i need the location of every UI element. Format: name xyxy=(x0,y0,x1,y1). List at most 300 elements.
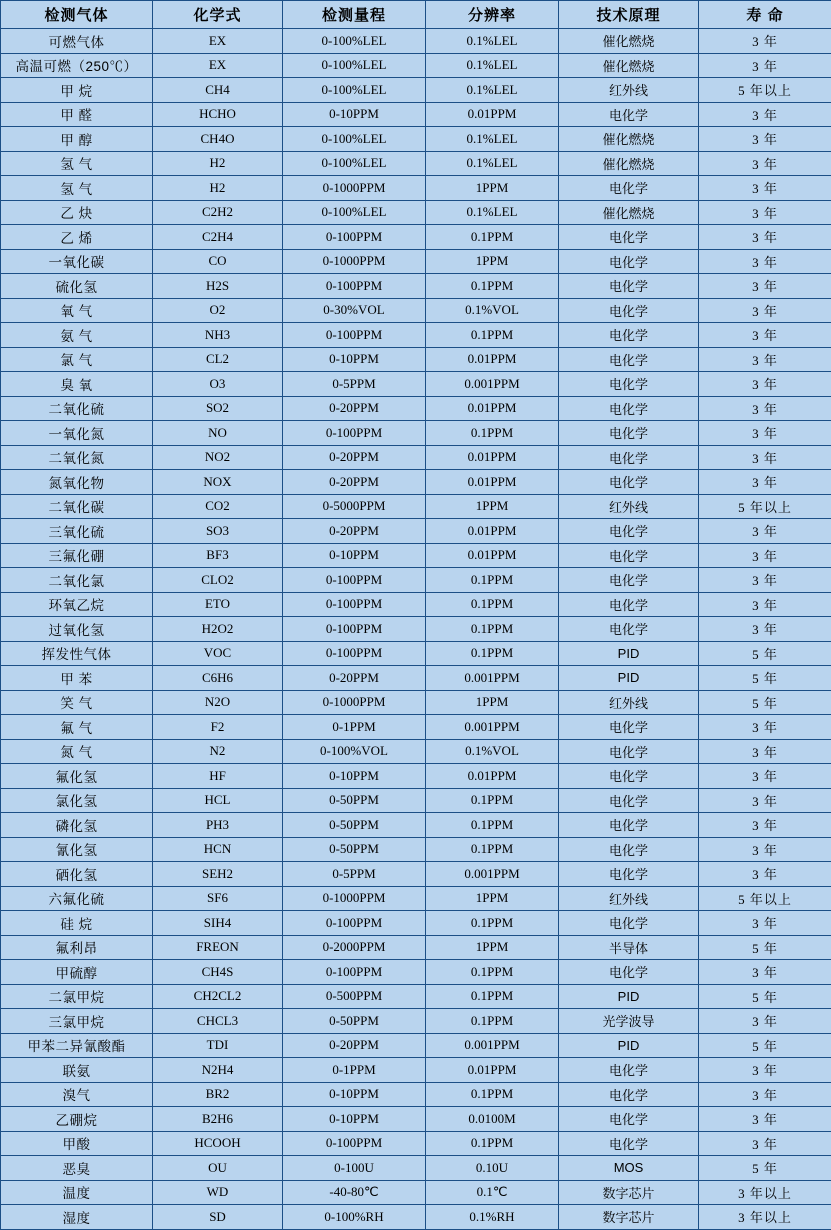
cell-resolution: 1PPM xyxy=(426,690,559,715)
cell-resolution: 0.01PPM xyxy=(426,445,559,470)
cell-principle: 电化学 xyxy=(559,543,699,568)
cell-gas: 温度 xyxy=(1,1180,153,1205)
cell-principle: 电化学 xyxy=(559,225,699,250)
cell-range: 0-50PPM xyxy=(283,813,426,838)
table-body xyxy=(1,29,831,1230)
cell-range: 0-100%LEL xyxy=(283,29,426,54)
cell-life: 5 年以上 xyxy=(699,494,831,519)
table-row xyxy=(1,764,831,789)
cell-life: 3 年 xyxy=(699,225,831,250)
cell-resolution: 0.01PPM xyxy=(426,519,559,544)
table-row xyxy=(1,788,831,813)
cell-resolution: 0.1PPM xyxy=(426,960,559,985)
cell-principle: 电化学 xyxy=(559,519,699,544)
table-row xyxy=(1,445,831,470)
cell-formula: N2O xyxy=(153,690,283,715)
cell-resolution: 0.1PPM xyxy=(426,225,559,250)
cell-principle: 电化学 xyxy=(559,1107,699,1132)
cell-resolution: 0.01PPM xyxy=(426,470,559,495)
cell-gas: 氮氧化物 xyxy=(1,470,153,495)
cell-formula: CO2 xyxy=(153,494,283,519)
cell-formula: TDI xyxy=(153,1033,283,1058)
cell-principle: 电化学 xyxy=(559,568,699,593)
cell-range: 0-100%LEL xyxy=(283,200,426,225)
cell-formula: BF3 xyxy=(153,543,283,568)
cell-formula: WD xyxy=(153,1180,283,1205)
cell-resolution: 0.001PPM xyxy=(426,666,559,691)
cell-gas: 联氨 xyxy=(1,1058,153,1083)
cell-resolution: 0.1PPM xyxy=(426,813,559,838)
cell-gas: 过氧化氢 xyxy=(1,617,153,642)
cell-resolution: 0.1PPM xyxy=(426,421,559,446)
cell-gas: 磷化氢 xyxy=(1,813,153,838)
cell-principle: 电化学 xyxy=(559,788,699,813)
column-header-life: 寿 命 xyxy=(699,1,831,29)
table-row xyxy=(1,813,831,838)
cell-range: 0-50PPM xyxy=(283,837,426,862)
cell-resolution: 1PPM xyxy=(426,176,559,201)
cell-range: 0-20PPM xyxy=(283,396,426,421)
table-row xyxy=(1,102,831,127)
cell-formula: HCHO xyxy=(153,102,283,127)
cell-principle: 电化学 xyxy=(559,445,699,470)
cell-formula: PH3 xyxy=(153,813,283,838)
cell-principle: 电化学 xyxy=(559,470,699,495)
table-row xyxy=(1,396,831,421)
cell-gas: 氨 气 xyxy=(1,323,153,348)
cell-resolution: 1PPM xyxy=(426,249,559,274)
table-row xyxy=(1,666,831,691)
cell-range: 0-100%LEL xyxy=(283,53,426,78)
cell-gas: 二氧化氯 xyxy=(1,568,153,593)
cell-gas: 一氧化碳 xyxy=(1,249,153,274)
cell-formula: N2 xyxy=(153,739,283,764)
cell-gas: 一氧化氮 xyxy=(1,421,153,446)
cell-principle: 半导体 xyxy=(559,935,699,960)
cell-range: 0-5000PPM xyxy=(283,494,426,519)
cell-resolution: 0.10U xyxy=(426,1156,559,1181)
cell-gas: 氯化氢 xyxy=(1,788,153,813)
cell-formula: CH4S xyxy=(153,960,283,985)
cell-range: 0-20PPM xyxy=(283,519,426,544)
cell-resolution: 0.1℃ xyxy=(426,1180,559,1205)
table-row xyxy=(1,494,831,519)
cell-range: 0-100%LEL xyxy=(283,151,426,176)
cell-formula: H2S xyxy=(153,274,283,299)
table-row xyxy=(1,29,831,54)
cell-life: 3 年 xyxy=(699,543,831,568)
cell-principle: 电化学 xyxy=(559,249,699,274)
cell-life: 3 年 xyxy=(699,1082,831,1107)
cell-range: 0-100PPM xyxy=(283,911,426,936)
table-row xyxy=(1,617,831,642)
cell-principle: 电化学 xyxy=(559,102,699,127)
table-row xyxy=(1,715,831,740)
cell-gas: 可燃气体 xyxy=(1,29,153,54)
cell-formula: ETO xyxy=(153,592,283,617)
cell-resolution: 0.1PPM xyxy=(426,617,559,642)
cell-principle: 光学波导 xyxy=(559,1009,699,1034)
cell-principle: 电化学 xyxy=(559,813,699,838)
cell-life: 3 年 xyxy=(699,298,831,323)
cell-gas: 硫化氢 xyxy=(1,274,153,299)
cell-resolution: 0.001PPM xyxy=(426,715,559,740)
cell-life: 3 年 xyxy=(699,151,831,176)
cell-principle: 数字芯片 xyxy=(559,1205,699,1230)
cell-principle: 电化学 xyxy=(559,764,699,789)
cell-principle: 电化学 xyxy=(559,911,699,936)
cell-range: 0-100PPM xyxy=(283,274,426,299)
cell-formula: CH4O xyxy=(153,127,283,152)
cell-resolution: 0.1%LEL xyxy=(426,127,559,152)
cell-gas: 乙 炔 xyxy=(1,200,153,225)
cell-range: 0-50PPM xyxy=(283,788,426,813)
table-row xyxy=(1,592,831,617)
cell-resolution: 0.1PPM xyxy=(426,911,559,936)
cell-range: 0-100PPM xyxy=(283,1131,426,1156)
cell-life: 3 年 xyxy=(699,1107,831,1132)
cell-resolution: 0.1PPM xyxy=(426,1009,559,1034)
cell-resolution: 0.1PPM xyxy=(426,568,559,593)
cell-formula: CH4 xyxy=(153,78,283,103)
table-row xyxy=(1,1107,831,1132)
cell-formula: NO xyxy=(153,421,283,446)
cell-range: 0-500PPM xyxy=(283,984,426,1009)
cell-gas: 硒化氢 xyxy=(1,862,153,887)
cell-life: 3 年 xyxy=(699,764,831,789)
cell-gas: 甲酸 xyxy=(1,1131,153,1156)
cell-resolution: 1PPM xyxy=(426,494,559,519)
cell-gas: 二氧化硫 xyxy=(1,396,153,421)
column-header-resolution: 分辨率 xyxy=(426,1,559,29)
table-row xyxy=(1,960,831,985)
cell-range: 0-30%VOL xyxy=(283,298,426,323)
table-row xyxy=(1,1033,831,1058)
cell-range: 0-100PPM xyxy=(283,568,426,593)
cell-resolution: 0.01PPM xyxy=(426,102,559,127)
cell-range: 0-100PPM xyxy=(283,617,426,642)
cell-range: 0-100%LEL xyxy=(283,78,426,103)
cell-principle: 电化学 xyxy=(559,298,699,323)
cell-principle: MOS xyxy=(559,1156,699,1181)
cell-range: 0-100U xyxy=(283,1156,426,1181)
cell-formula: FREON xyxy=(153,935,283,960)
cell-range: 0-1000PPM xyxy=(283,176,426,201)
cell-range: 0-1000PPM xyxy=(283,249,426,274)
cell-principle: 红外线 xyxy=(559,78,699,103)
cell-formula: SEH2 xyxy=(153,862,283,887)
cell-principle: PID xyxy=(559,1033,699,1058)
cell-life: 3 年以上 xyxy=(699,1180,831,1205)
cell-life: 3 年 xyxy=(699,739,831,764)
cell-gas: 甲 苯 xyxy=(1,666,153,691)
cell-life: 5 年 xyxy=(699,1156,831,1181)
cell-life: 3 年 xyxy=(699,911,831,936)
cell-principle: 催化燃烧 xyxy=(559,151,699,176)
cell-principle: 电化学 xyxy=(559,592,699,617)
cell-formula: HCOOH xyxy=(153,1131,283,1156)
cell-gas: 湿度 xyxy=(1,1205,153,1230)
table-row xyxy=(1,1058,831,1083)
cell-gas: 臭 氧 xyxy=(1,372,153,397)
table-row xyxy=(1,935,831,960)
cell-range: 0-10PPM xyxy=(283,1107,426,1132)
cell-formula: OU xyxy=(153,1156,283,1181)
cell-life: 3 年 xyxy=(699,617,831,642)
cell-life: 5 年 xyxy=(699,984,831,1009)
column-header-formula: 化学式 xyxy=(153,1,283,29)
table-header xyxy=(1,1,831,29)
cell-resolution: 0.1%LEL xyxy=(426,53,559,78)
table-row xyxy=(1,1009,831,1034)
cell-principle: 催化燃烧 xyxy=(559,29,699,54)
table-row xyxy=(1,1205,831,1230)
cell-formula: CH2CL2 xyxy=(153,984,283,1009)
cell-resolution: 0.01PPM xyxy=(426,764,559,789)
cell-principle: 电化学 xyxy=(559,739,699,764)
cell-gas: 环氧乙烷 xyxy=(1,592,153,617)
cell-life: 3 年 xyxy=(699,1131,831,1156)
cell-life: 5 年以上 xyxy=(699,78,831,103)
cell-range: 0-1000PPM xyxy=(283,886,426,911)
cell-principle: 电化学 xyxy=(559,862,699,887)
cell-formula: VOC xyxy=(153,641,283,666)
cell-resolution: 0.1PPM xyxy=(426,837,559,862)
table-row xyxy=(1,739,831,764)
cell-life: 3 年 xyxy=(699,29,831,54)
cell-range: 0-100PPM xyxy=(283,641,426,666)
cell-life: 3 年 xyxy=(699,788,831,813)
cell-principle: 电化学 xyxy=(559,372,699,397)
cell-gas: 溴气 xyxy=(1,1082,153,1107)
cell-resolution: 0.1PPM xyxy=(426,984,559,1009)
cell-principle: 电化学 xyxy=(559,1058,699,1083)
table-row xyxy=(1,151,831,176)
cell-gas: 二氯甲烷 xyxy=(1,984,153,1009)
cell-life: 3 年 xyxy=(699,274,831,299)
cell-resolution: 0.1%VOL xyxy=(426,739,559,764)
cell-gas: 六氟化硫 xyxy=(1,886,153,911)
cell-formula: O2 xyxy=(153,298,283,323)
cell-resolution: 0.1%LEL xyxy=(426,200,559,225)
cell-formula: HF xyxy=(153,764,283,789)
cell-life: 3 年以上 xyxy=(699,1205,831,1230)
cell-life: 3 年 xyxy=(699,837,831,862)
cell-formula: CLO2 xyxy=(153,568,283,593)
cell-life: 3 年 xyxy=(699,862,831,887)
cell-gas: 甲硫醇 xyxy=(1,960,153,985)
table-row xyxy=(1,78,831,103)
cell-range: 0-5PPM xyxy=(283,372,426,397)
cell-resolution: 0.1PPM xyxy=(426,1131,559,1156)
cell-gas: 三氯甲烷 xyxy=(1,1009,153,1034)
cell-formula: O3 xyxy=(153,372,283,397)
cell-gas: 氟利昂 xyxy=(1,935,153,960)
cell-gas: 甲 醇 xyxy=(1,127,153,152)
cell-range: 0-5PPM xyxy=(283,862,426,887)
cell-resolution: 0.1PPM xyxy=(426,641,559,666)
table-row xyxy=(1,176,831,201)
cell-gas: 挥发性气体 xyxy=(1,641,153,666)
table-row xyxy=(1,690,831,715)
table-row xyxy=(1,347,831,372)
cell-principle: 催化燃烧 xyxy=(559,200,699,225)
cell-resolution: 0.01PPM xyxy=(426,347,559,372)
table-row xyxy=(1,568,831,593)
cell-principle: 电化学 xyxy=(559,176,699,201)
table-row xyxy=(1,1082,831,1107)
cell-life: 3 年 xyxy=(699,813,831,838)
cell-resolution: 0.1%VOL xyxy=(426,298,559,323)
cell-principle: 电化学 xyxy=(559,323,699,348)
cell-range: 0-10PPM xyxy=(283,764,426,789)
cell-resolution: 0.001PPM xyxy=(426,1033,559,1058)
cell-principle: 电化学 xyxy=(559,617,699,642)
cell-life: 3 年 xyxy=(699,1058,831,1083)
cell-resolution: 0.01PPM xyxy=(426,543,559,568)
cell-principle: 红外线 xyxy=(559,690,699,715)
cell-range: 0-1PPM xyxy=(283,1058,426,1083)
cell-principle: PID xyxy=(559,641,699,666)
cell-resolution: 0.1PPM xyxy=(426,1082,559,1107)
table-row xyxy=(1,225,831,250)
cell-range: 0-10PPM xyxy=(283,347,426,372)
table-row xyxy=(1,911,831,936)
cell-principle: PID xyxy=(559,984,699,1009)
table-row xyxy=(1,249,831,274)
cell-life: 3 年 xyxy=(699,568,831,593)
cell-gas: 笑 气 xyxy=(1,690,153,715)
table-row xyxy=(1,519,831,544)
cell-life: 5 年 xyxy=(699,641,831,666)
cell-life: 3 年 xyxy=(699,396,831,421)
cell-formula: H2 xyxy=(153,151,283,176)
cell-principle: 数字芯片 xyxy=(559,1180,699,1205)
cell-principle: 催化燃烧 xyxy=(559,53,699,78)
table-row xyxy=(1,984,831,1009)
cell-resolution: 0.01PPM xyxy=(426,1058,559,1083)
cell-gas: 三氟化硼 xyxy=(1,543,153,568)
cell-range: 0-100PPM xyxy=(283,960,426,985)
cell-principle: 电化学 xyxy=(559,347,699,372)
table-row xyxy=(1,53,831,78)
cell-life: 3 年 xyxy=(699,53,831,78)
cell-range: 0-1000PPM xyxy=(283,690,426,715)
table-row xyxy=(1,1131,831,1156)
cell-formula: EX xyxy=(153,53,283,78)
cell-life: 3 年 xyxy=(699,1009,831,1034)
cell-gas: 氯 气 xyxy=(1,347,153,372)
cell-principle: 红外线 xyxy=(559,886,699,911)
cell-life: 3 年 xyxy=(699,347,831,372)
cell-range: 0-100PPM xyxy=(283,421,426,446)
cell-formula: CO xyxy=(153,249,283,274)
cell-range: 0-100PPM xyxy=(283,225,426,250)
cell-gas: 甲 烷 xyxy=(1,78,153,103)
cell-resolution: 0.001PPM xyxy=(426,862,559,887)
column-header-gas: 检测气体 xyxy=(1,1,153,29)
table-row xyxy=(1,421,831,446)
cell-gas: 氧 气 xyxy=(1,298,153,323)
cell-formula: N2H4 xyxy=(153,1058,283,1083)
cell-resolution: 0.1%LEL xyxy=(426,78,559,103)
cell-gas: 氮 气 xyxy=(1,739,153,764)
cell-life: 5 年 xyxy=(699,935,831,960)
cell-gas: 氟 气 xyxy=(1,715,153,740)
cell-resolution: 1PPM xyxy=(426,935,559,960)
cell-range: 0-20PPM xyxy=(283,470,426,495)
cell-life: 3 年 xyxy=(699,323,831,348)
cell-gas: 氰化氢 xyxy=(1,837,153,862)
cell-resolution: 0.1%RH xyxy=(426,1205,559,1230)
cell-range: 0-20PPM xyxy=(283,666,426,691)
cell-life: 3 年 xyxy=(699,102,831,127)
table-row xyxy=(1,641,831,666)
cell-range: 0-100PPM xyxy=(283,323,426,348)
cell-formula: SO3 xyxy=(153,519,283,544)
cell-principle: 电化学 xyxy=(559,1082,699,1107)
cell-life: 5 年以上 xyxy=(699,886,831,911)
cell-life: 5 年 xyxy=(699,1033,831,1058)
cell-formula: BR2 xyxy=(153,1082,283,1107)
table-row xyxy=(1,862,831,887)
cell-gas: 乙 烯 xyxy=(1,225,153,250)
table-row xyxy=(1,886,831,911)
cell-gas: 二氧化碳 xyxy=(1,494,153,519)
cell-formula: HCL xyxy=(153,788,283,813)
cell-principle: 电化学 xyxy=(559,274,699,299)
table-row xyxy=(1,200,831,225)
cell-formula: SD xyxy=(153,1205,283,1230)
cell-resolution: 0.1%LEL xyxy=(426,29,559,54)
cell-range: 0-2000PPM xyxy=(283,935,426,960)
cell-resolution: 0.1PPM xyxy=(426,592,559,617)
cell-range: 0-100%RH xyxy=(283,1205,426,1230)
cell-formula: SF6 xyxy=(153,886,283,911)
cell-gas: 氢 气 xyxy=(1,151,153,176)
cell-resolution: 0.0100M xyxy=(426,1107,559,1132)
cell-formula: CL2 xyxy=(153,347,283,372)
cell-formula: CHCL3 xyxy=(153,1009,283,1034)
cell-formula: C2H2 xyxy=(153,200,283,225)
cell-gas: 甲 醛 xyxy=(1,102,153,127)
cell-formula: C6H6 xyxy=(153,666,283,691)
table-row xyxy=(1,470,831,495)
cell-principle: 电化学 xyxy=(559,837,699,862)
cell-range: 0-10PPM xyxy=(283,543,426,568)
table-row xyxy=(1,127,831,152)
cell-resolution: 0.1PPM xyxy=(426,274,559,299)
cell-range: 0-10PPM xyxy=(283,1082,426,1107)
cell-formula: F2 xyxy=(153,715,283,740)
cell-gas: 硅 烷 xyxy=(1,911,153,936)
table-row xyxy=(1,323,831,348)
table-header-row xyxy=(1,1,831,29)
cell-resolution: 0.01PPM xyxy=(426,396,559,421)
table-row xyxy=(1,1156,831,1181)
cell-formula: H2O2 xyxy=(153,617,283,642)
cell-range: 0-20PPM xyxy=(283,445,426,470)
cell-formula: SIH4 xyxy=(153,911,283,936)
table-row xyxy=(1,837,831,862)
cell-life: 3 年 xyxy=(699,960,831,985)
cell-range: 0-100%LEL xyxy=(283,127,426,152)
column-header-range: 检测量程 xyxy=(283,1,426,29)
table-row xyxy=(1,1180,831,1205)
cell-resolution: 0.1PPM xyxy=(426,323,559,348)
cell-principle: 电化学 xyxy=(559,715,699,740)
cell-life: 3 年 xyxy=(699,470,831,495)
